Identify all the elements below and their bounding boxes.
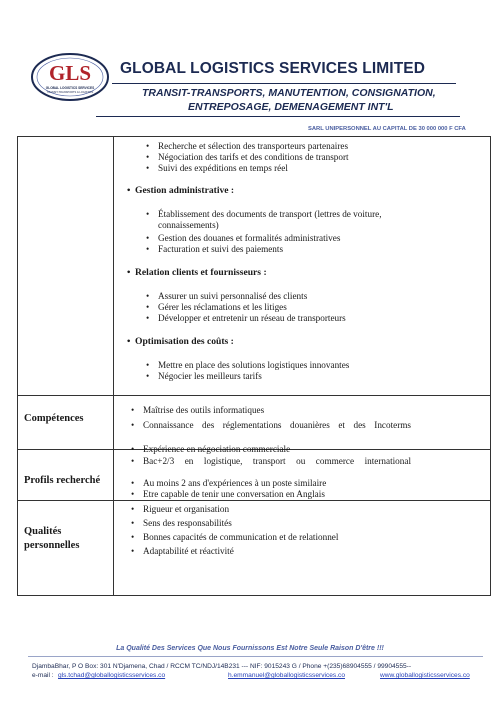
list-item: • Adaptabilité et réactivité: [143, 546, 234, 557]
qualites-label: Qualités: [24, 526, 62, 537]
company-motto: La Qualité Des Services Que Nous Fournissons Est Notre Seule Raison D'être !!!: [116, 645, 384, 652]
qualites-label: personnelles: [24, 540, 80, 551]
list-item: • Bac+2/3 en logistique, transport ou commerce international: [143, 456, 411, 467]
logo-text: GLS: [48, 61, 92, 85]
row-divider: [18, 395, 490, 396]
footer-rule: [28, 656, 483, 657]
list-item: • Mettre en place des solutions logistiques innovantes: [158, 360, 349, 371]
column-divider: [113, 137, 114, 595]
legal-mention: SARL UNIPERSONNEL AU CAPITAL DE 30 000 000 F CFA: [308, 126, 466, 132]
company-logo: [30, 52, 110, 102]
list-item: • Gestion des douanes et formalités administratives: [158, 233, 340, 244]
section-heading: • Optimisation des coûts :: [135, 336, 234, 348]
section-heading: • Gestion administrative :: [135, 185, 234, 197]
list-item: • Connaissance des réglementations douanières et des Incoterms: [143, 420, 411, 431]
email-label: e-mail :: [32, 672, 54, 679]
logo-subtext: GLOBAL LOGISTICS SERVICES: [45, 86, 95, 90]
company-address: DjambaBhar, P O Box: 301 N'Djamena, Chad / RCCM TC/NDJ/14B231 --- NIF: 9015243 G / Phone +(235)68904555 / 99904555--: [32, 663, 412, 670]
section-heading: • Relation clients et fournisseurs :: [135, 267, 267, 279]
row-divider: [18, 500, 490, 501]
list-item: • Gérer les réclamations et les litiges: [158, 302, 287, 313]
tagline-line2: ENTREPOSAGE, DEMENAGEMENT INT'L: [188, 101, 394, 113]
list-item: • Bonnes capacités de communication et de relationnel: [143, 532, 338, 543]
list-item: • Suivi des expéditions en temps réel: [158, 163, 288, 174]
tagline-line1: TRANSIT-TRANSPORTS, MANUTENTION, CONSIGNATION,: [142, 87, 436, 99]
list-item: • Recherche et sélection des transporteurs partenaires: [158, 141, 348, 152]
website-link[interactable]: www.globallogisticsservices.co: [380, 672, 470, 679]
list-item: • Négociation des tarifs et des conditions de transport: [158, 152, 349, 163]
competences-label: Compétences: [24, 413, 84, 424]
email-link[interactable]: gls.tchad@globallogisticsservices.co: [58, 672, 166, 679]
job-details-table: [17, 136, 491, 596]
list-item: • Négocier les meilleurs tarifs: [158, 371, 262, 382]
list-item: • Rigueur et organisation: [143, 504, 229, 515]
list-item: • Sens des responsabilités: [143, 518, 232, 529]
list-item: • Développer et entretenir un réseau de transporteurs: [158, 313, 346, 324]
list-item: • Expérience en négociation commerciale: [143, 444, 290, 455]
list-item: • Assurer un suivi personnalisé des clients: [158, 291, 307, 302]
list-item: • Établissement des documents de transport (lettres de voiture, connaissements): [158, 209, 416, 231]
list-item: • Au moins 2 ans d'expériences à un poste similaire: [143, 478, 326, 489]
list-item: • Facturation et suivi des paiements: [158, 244, 283, 255]
header-rule: [112, 83, 456, 84]
header-rule: [96, 116, 460, 117]
list-item: • Etre capable de tenir une conversation en Anglais: [143, 489, 325, 500]
logo-subtext2: TRANSIT-TRANSPORTS & LOGISTICS: [46, 91, 94, 94]
profil-label: Profils recherché: [24, 475, 101, 486]
email-link[interactable]: h.emmanuel@globallogisticsservices.co: [228, 672, 346, 679]
list-item: • Maîtrise des outils informatiques: [143, 405, 264, 416]
company-name: GLOBAL LOGISTICS SERVICES LIMITED: [120, 60, 426, 77]
